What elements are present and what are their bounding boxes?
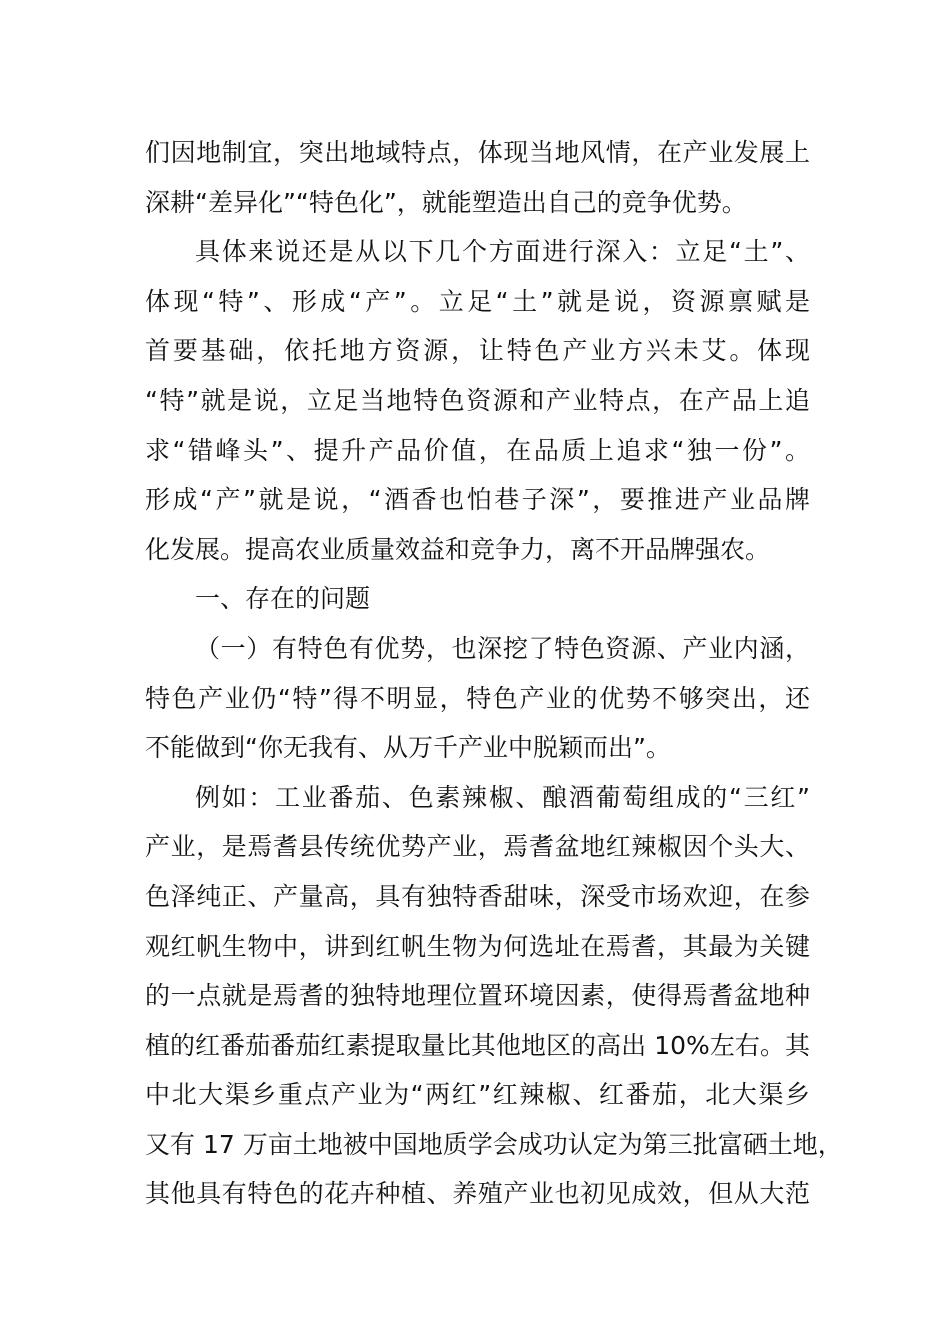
text-line: 首要基础，依托地方资源，让特色产业方兴未艾。体现 bbox=[145, 336, 810, 366]
text-line: 不能做到“你无我有、从万千产业中脱颖而出”。 bbox=[145, 733, 671, 763]
text-line: 形成“产”就是说，“酒香也怕巷子深”，要推进产业品牌 bbox=[145, 485, 810, 515]
text-line: 深耕“差异化”“特色化”，就能塑造出自己的竞争优势。 bbox=[145, 187, 747, 217]
text-line: 特色产业仍“特”得不明显，特色产业的优势不够突出，还 bbox=[145, 683, 810, 713]
text-line: 求“错峰头”、提升产品价值，在品质上追求“独一份”。 bbox=[145, 435, 810, 465]
text-line: 观红帆生物中，讲到红帆生物为何选址在焉耆，其最为关键 bbox=[145, 931, 810, 961]
text-line: 植的红番茄番茄红素提取量比其他地区的高出 10%左右。其 bbox=[145, 1030, 810, 1060]
text-line: 产业，是焉耆县传统优势产业，焉耆盆地红辣椒因个头大、 bbox=[145, 832, 810, 862]
text-line: 们因地制宜，突出地域特点，体现当地风情，在产业发展上 bbox=[145, 138, 810, 167]
text-line: 其他具有特色的花卉种植、养殖产业也初见成效，但从大范 bbox=[145, 1179, 810, 1209]
text-line: 体现“特”、形成“产”。立足“土”就是说，资源禀赋是 bbox=[145, 286, 810, 316]
text-line: 色泽纯正、产量高，具有独特香甜味，深受市场欢迎，在参 bbox=[145, 881, 810, 911]
text-line: 中北大渠乡重点产业为“两红”红辣椒、红番茄，北大渠乡 bbox=[145, 1080, 810, 1110]
text-line: 化发展。提高农业质量效益和竞争力，离不开品牌强农。 bbox=[145, 534, 771, 564]
text-line: “特”就是说，立足当地特色资源和产业特点，在产品上追 bbox=[145, 385, 810, 415]
text-line: 又有 17 万亩土地被中国地质学会成功认定为第三批富硒土地， bbox=[145, 1129, 843, 1159]
body-text bbox=[145, 128, 843, 1219]
text-line: 的一点就是焉耆的独特地理位置环境因素，使得焉耆盆地种 bbox=[145, 981, 810, 1011]
text-line: 例如：工业番茄、色素辣椒、酿酒葡萄组成的“三红” bbox=[195, 782, 810, 812]
text-line: 具体来说还是从以下几个方面进行深入：立足“土”、 bbox=[195, 237, 810, 267]
text-line: 一、存在的问题 bbox=[195, 584, 371, 614]
text-line: （一）有特色有优势，也深挖了特色资源、产业内涵， bbox=[195, 633, 810, 663]
